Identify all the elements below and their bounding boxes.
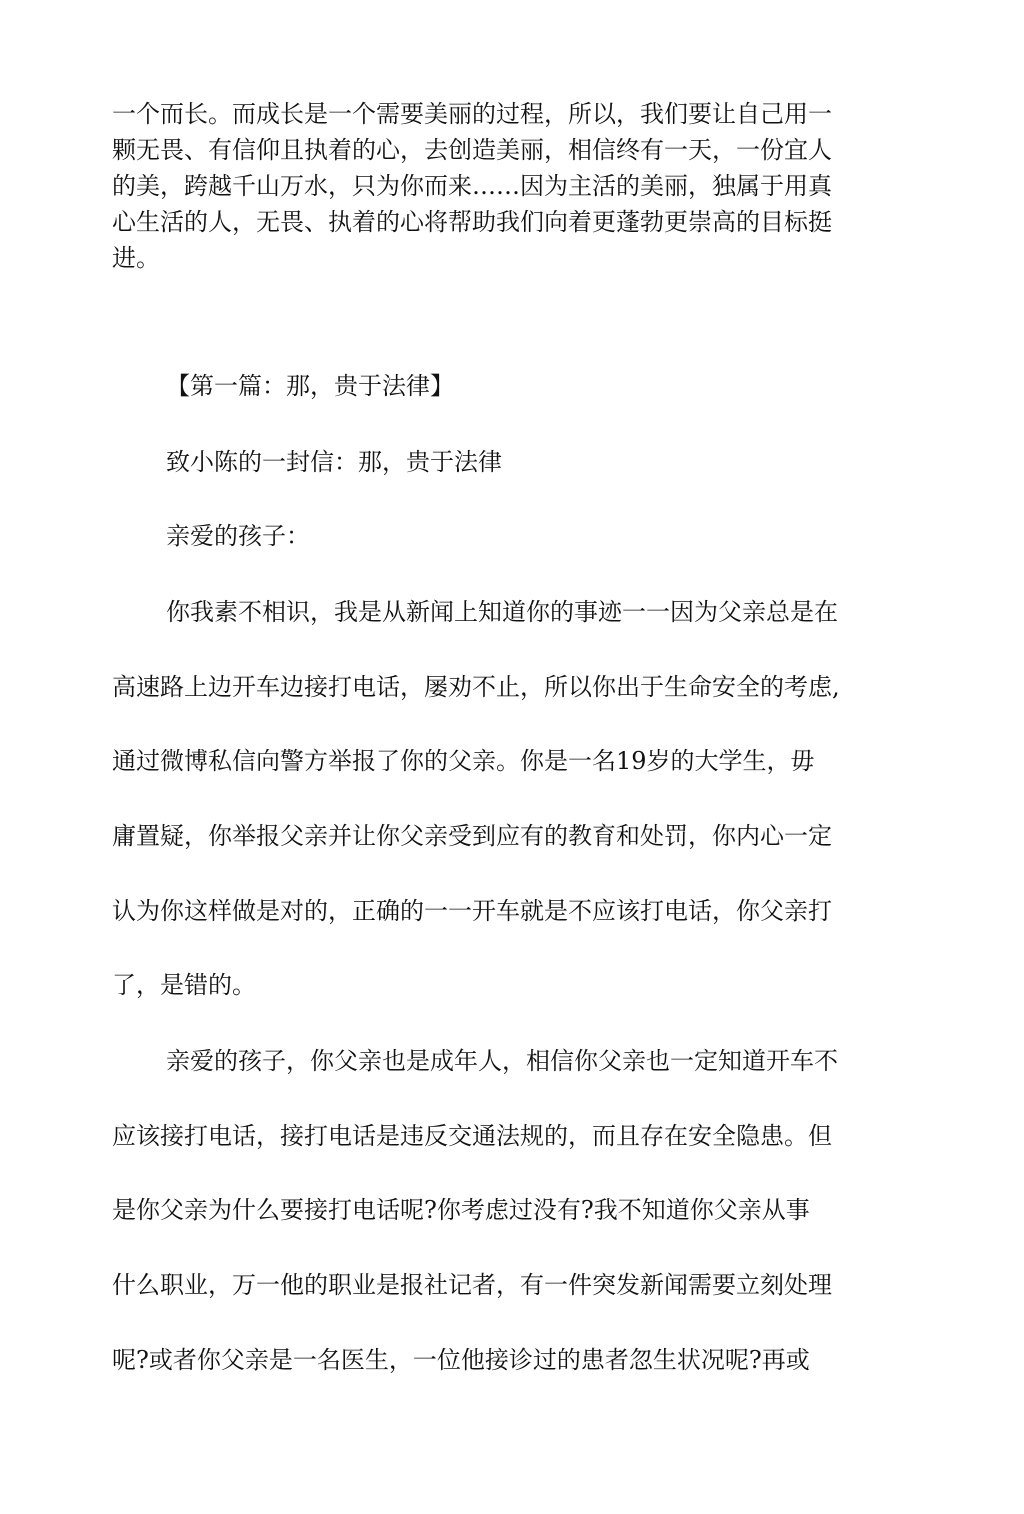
body-line: 是你父亲为什么要接打电话呢?你考虑过没有?我不知道你父亲从事 bbox=[112, 1196, 810, 1224]
intro-line: 心生活的人，无畏、执着的心将帮助我们向着更蓬勃更崇高的目标挺 bbox=[112, 208, 832, 236]
section-heading: 【第一篇：那，贵于法律】 bbox=[166, 372, 454, 400]
intro-line: 颗无畏、有信仰且执着的心，去创造美丽，相信终有一天，一份宜人 bbox=[112, 136, 832, 164]
body-line: 了，是错的。 bbox=[112, 971, 256, 999]
body-line: 高速路上边开车边接打电话，屡劝不止，所以你出于生命安全的考虑, bbox=[112, 673, 840, 701]
intro-line: 的美，跨越千山万水，只为你而来……因为主活的美丽，独属于用真 bbox=[112, 172, 832, 200]
body-line: 亲爱的孩子，你父亲也是成年人，相信你父亲也一定知道开车不 bbox=[166, 1047, 838, 1075]
intro-line: 一个而长。而成长是一个需要美丽的过程，所以，我们要让自己用一 bbox=[112, 100, 832, 128]
salutation: 亲爱的孩子： bbox=[166, 522, 310, 550]
body-line: 应该接打电话，接打电话是违反交通法规的，而且存在安全隐患。但 bbox=[112, 1122, 832, 1150]
body-line: 通过微博私信向警方举报了你的父亲。你是一名19岁的大学生，毋 bbox=[112, 747, 815, 775]
intro-paragraph bbox=[112, 96, 892, 276]
letter-title: 致小陈的一封信：那，贵于法律 bbox=[166, 448, 502, 476]
body-line: 庸置疑，你举报父亲并让你父亲受到应有的教育和处罚，你内心一定 bbox=[112, 822, 832, 850]
body-line: 认为你这样做是对的，正确的一一开车就是不应该打电话，你父亲打 bbox=[112, 897, 832, 925]
intro-line: 进。 bbox=[112, 244, 160, 272]
body-line: 什么职业，万一他的职业是报社记者，有一件突发新闻需要立刻处理 bbox=[112, 1271, 832, 1299]
body-line: 呢?或者你父亲是一名医生，一位他接诊过的患者忽生状况呢?再或 bbox=[112, 1346, 810, 1374]
body-line: 你我素不相识，我是从新闻上知道你的事迹一一因为父亲总是在 bbox=[166, 598, 838, 626]
